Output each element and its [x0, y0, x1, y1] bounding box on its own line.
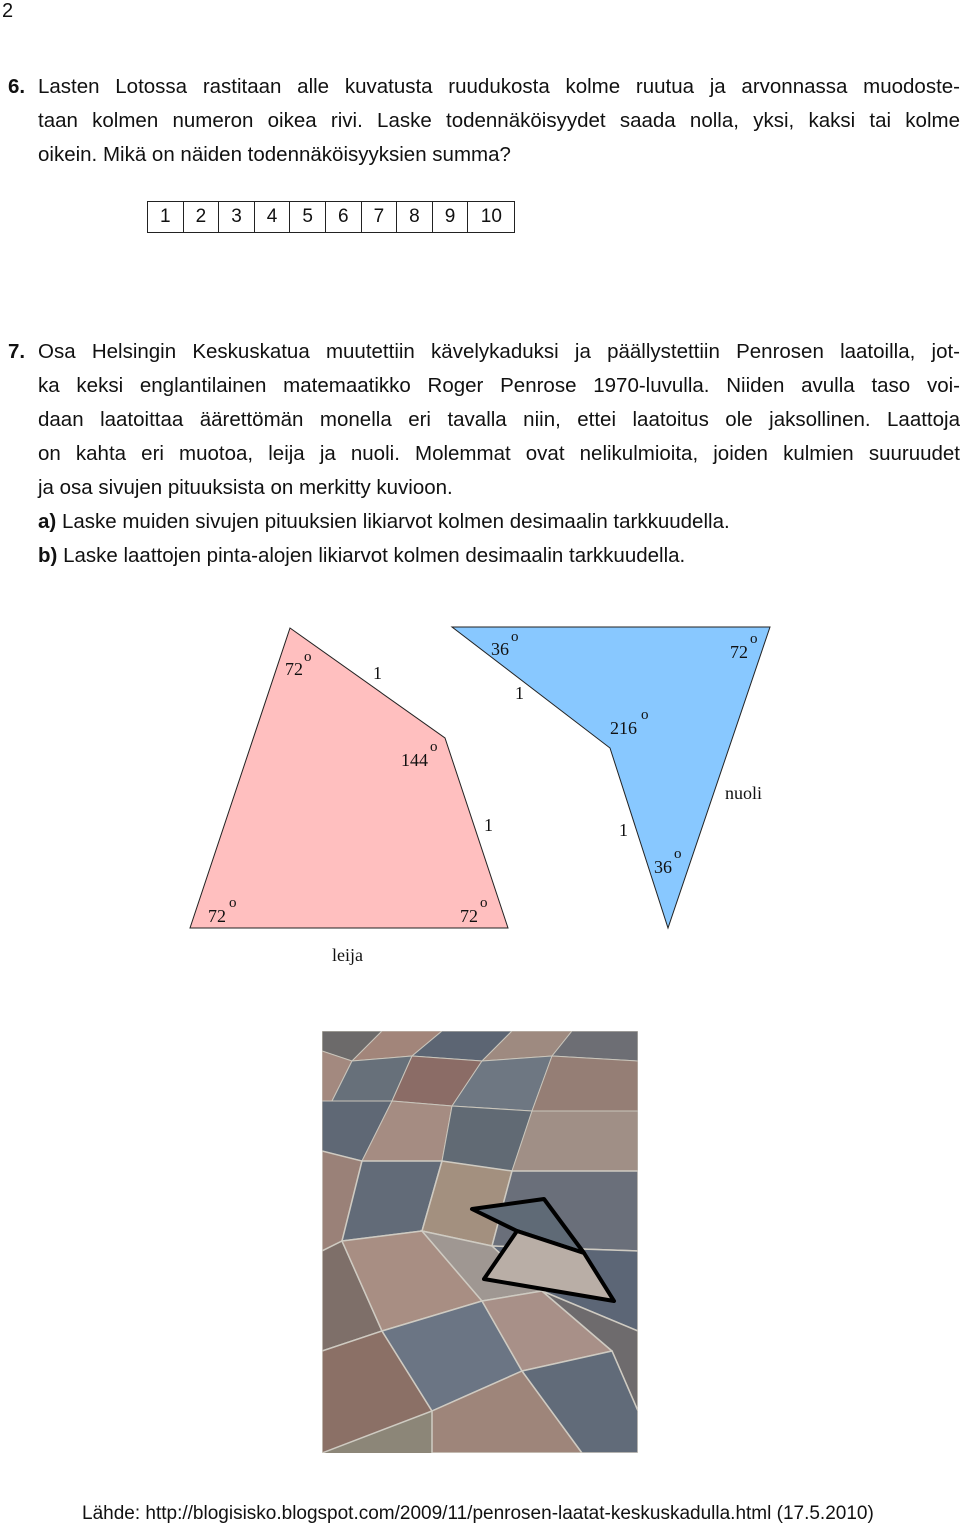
degree-symbol: o	[641, 707, 649, 723]
task-7-line-2: ka keksi englantilainen matemaatikko Roger Penrose 1970-luvulla. Niiden avulla taso voi-	[38, 374, 960, 397]
degree-symbol: o	[480, 895, 488, 911]
penrose-tiles-diagram	[0, 600, 960, 980]
lotto-cell: 6	[326, 202, 362, 232]
task-6-line-3: oikein. Mikä on näiden todennäköisyyksien summa?	[38, 143, 511, 166]
part-b-text: Laske laattojen pinta-alojen likiarvot kolmen desimaalin tarkkuudella.	[63, 544, 686, 567]
kite-angle-right: 144	[401, 750, 428, 770]
task-7-number: 7.	[8, 340, 26, 363]
lotto-cell: 7	[362, 202, 398, 232]
task-7-line-3: daan laatoittaa äärettömän monella eri tavalla niin, ettei laatoitus ole jaksollinen. Laattoja	[38, 408, 960, 431]
task-7	[8, 335, 960, 580]
dart-side-lower: 1	[619, 820, 628, 840]
dart-shape	[452, 627, 770, 928]
task-7-part-a	[38, 505, 730, 539]
task-7-line-4: on kahta eri muotoa, leija ja nuoli. Molemmat ovat nelikulmioita, joiden kulmien suuruudet	[38, 442, 960, 465]
dart-side-upper: 1	[515, 683, 524, 703]
part-a-label: a)	[38, 510, 57, 533]
source-citation: Lähde: http://blogisisko.blogspot.com/2009/11/penrosen-laatat-keskuskadulla.html (17.5.2010)	[82, 1503, 874, 1524]
lotto-cell: 4	[255, 202, 291, 232]
degree-symbol: o	[430, 739, 438, 755]
kite-angle-bottom-left: 72	[208, 906, 226, 926]
dart-angle-inner: 216	[610, 718, 637, 738]
lotto-cell: 10	[480, 206, 502, 227]
task-6-number: 6.	[8, 75, 26, 98]
part-b-label: b)	[38, 544, 58, 567]
degree-symbol: o	[674, 846, 682, 862]
lotto-grid	[147, 201, 515, 233]
kite-side-right: 1	[484, 815, 493, 835]
page-number: 2	[2, 0, 14, 22]
lotto-cell: 8	[397, 202, 433, 232]
kite-name: leija	[332, 945, 363, 965]
lotto-cell: 3	[219, 202, 255, 232]
task-7-part-b	[38, 539, 685, 573]
dart-name: nuoli	[725, 783, 763, 803]
kite-angle-bottom-right: 72	[460, 906, 478, 926]
task-7-line-5: ja osa sivujen pituuksista on merkitty kuvioon.	[38, 476, 453, 499]
lotto-cell: 2	[184, 202, 220, 232]
lotto-cell: 5	[290, 202, 326, 232]
kite-shape	[190, 628, 508, 928]
task-6-line-2: taan kolmen numeron oikea rivi. Laske todennäköisyydet saada nolla, yksi, kaksi tai kolme	[38, 109, 960, 132]
degree-symbol: o	[304, 649, 312, 665]
dart-angle-top-left: 36	[491, 639, 509, 659]
kite-side-top: 1	[373, 663, 382, 683]
task-6	[8, 70, 960, 180]
task-7-line-1: Osa Helsingin Keskuskatua muutettiin kävelykaduksi ja päällystettiin Penrosen laatoilla, jot-	[38, 340, 960, 363]
part-a-text: Laske muiden sivujen pituuksien likiarvot kolmen desimaalin tarkkuudella.	[61, 510, 730, 533]
dart-angle-top-right: 72	[730, 642, 748, 662]
degree-symbol: o	[229, 895, 237, 911]
lotto-cell: 1	[148, 202, 184, 232]
dart-angle-bottom: 36	[654, 857, 672, 877]
lotto-cell: 9	[433, 202, 469, 232]
degree-symbol: o	[511, 629, 519, 645]
task-6-line-1: Lasten Lotossa rastitaan alle kuvatusta ruudukosta kolme ruutua ja arvonnassa muodoste-	[38, 75, 960, 98]
degree-symbol: o	[750, 631, 758, 647]
penrose-pavement-photo	[322, 1031, 638, 1453]
kite-angle-top: 72	[285, 659, 303, 679]
